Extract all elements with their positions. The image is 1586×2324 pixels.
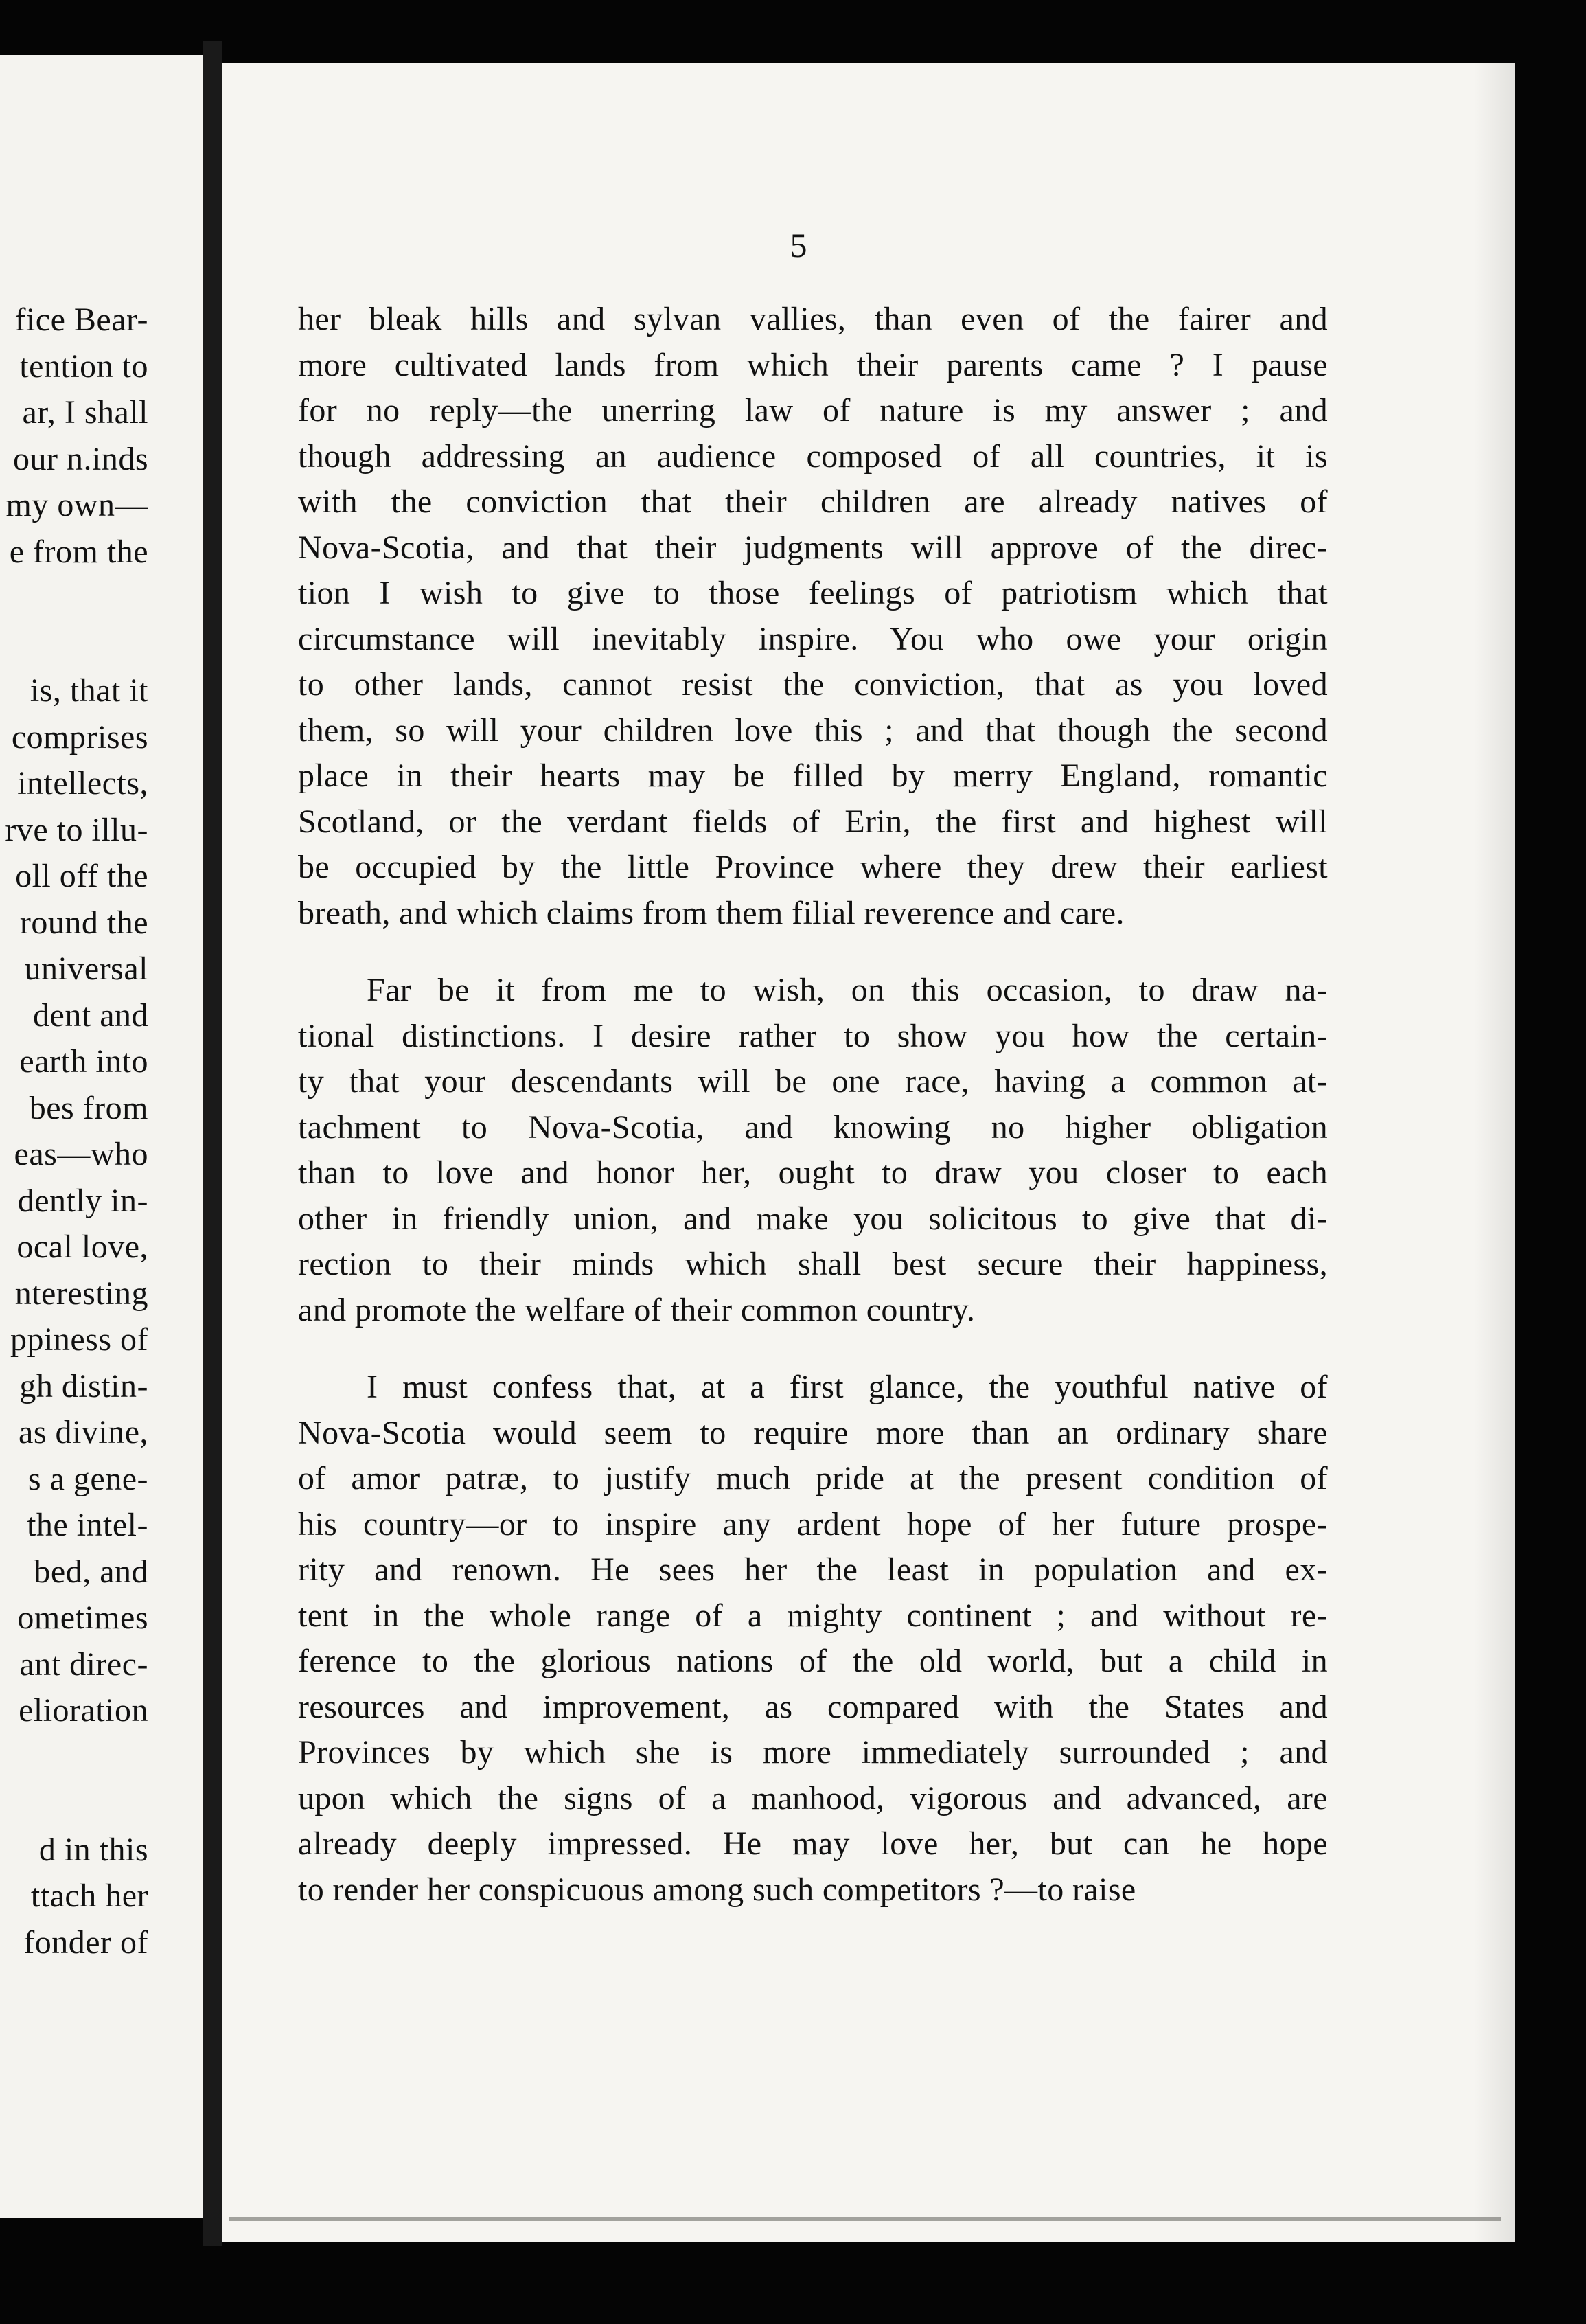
left-page-line: is, that it bbox=[30, 672, 148, 709]
left-page-line bbox=[0, 575, 148, 622]
left-page-line: s a gene- bbox=[27, 1460, 148, 1497]
left-page-line: ar, I shall bbox=[22, 394, 148, 431]
left-page-line: ttach her bbox=[30, 1878, 148, 1914]
text-line: tion I wish to give to those feelings of patriotism which that bbox=[298, 575, 1328, 611]
text-line: upon which the signs of a manhood, vigorous and advanced, are bbox=[298, 1779, 1328, 1816]
text-line: rity and renown. He sees her the least in population and ex- bbox=[298, 1551, 1328, 1588]
left-page-line: comprises bbox=[11, 718, 148, 755]
left-page-line bbox=[0, 1780, 148, 1827]
page-bottom-edge bbox=[229, 2217, 1501, 2221]
left-page-line: gh distin- bbox=[19, 1367, 148, 1404]
text-line: and promote the welfare of their common country. bbox=[298, 1291, 976, 1328]
page-edge-shadow bbox=[1473, 63, 1515, 2242]
paragraph-gap bbox=[298, 1333, 1328, 1365]
book-gutter bbox=[203, 41, 222, 2246]
text-line: Far be it from me to wish, on this occasion, to draw na- bbox=[367, 972, 1328, 1008]
text-line: circumstance will inevitably inspire. You who owe your origin bbox=[298, 620, 1328, 657]
left-page-line: the intel- bbox=[27, 1507, 148, 1543]
left-page-line: tention to bbox=[19, 348, 148, 385]
text-line: for no reply—the unerring law of nature is my answer ; and bbox=[298, 392, 1328, 429]
text-line: tional distinctions. I desire rather to show you how the certain- bbox=[298, 1017, 1328, 1054]
text-line: ference to the glorious nations of the old world, but a child in bbox=[298, 1643, 1328, 1679]
text-line: be occupied by the little Province where they drew their earliest bbox=[298, 849, 1328, 885]
text-line: already deeply impressed. He may love her, but can he hope bbox=[298, 1825, 1328, 1862]
left-page-line: bed, and bbox=[34, 1553, 148, 1590]
left-page-line: d in this bbox=[38, 1831, 148, 1868]
text-line: breath, and which claims from them filial reverence and care. bbox=[298, 894, 1125, 931]
left-page-line: ant direc- bbox=[19, 1645, 148, 1683]
left-page-line: eas—who bbox=[14, 1136, 148, 1172]
left-page-line: dently in- bbox=[17, 1182, 148, 1219]
text-line: other in friendly union, and make you solicitous to give that di- bbox=[298, 1200, 1328, 1237]
left-page-line: universal bbox=[24, 950, 148, 987]
text-line: to render her conspicuous among such competitors ?—to raise bbox=[298, 1871, 1136, 1908]
left-page-line bbox=[0, 1734, 148, 1781]
right-page bbox=[222, 63, 1515, 2242]
paragraph bbox=[298, 297, 1328, 936]
text-line: more cultivated lands from which their parents came ? I pause bbox=[298, 346, 1328, 383]
text-line: ty that your descendants will be one race, having a common at- bbox=[298, 1063, 1328, 1100]
text-line: than to love and honor her, ought to draw you closer to each bbox=[298, 1154, 1328, 1191]
left-page-line: round the bbox=[19, 904, 148, 941]
left-page-line: ppiness of bbox=[10, 1321, 148, 1358]
left-page-line: elioration bbox=[19, 1692, 148, 1729]
text-line: I must confess that, at a first glance, the youthful native of bbox=[367, 1369, 1328, 1405]
text-line: them, so will your children love this ; and that though the second bbox=[298, 711, 1328, 749]
text-line: place in their hearts may be filled by merry England, romantic bbox=[298, 757, 1328, 794]
text-line: her bleak hills and sylvan vallies, than even of the fairer and bbox=[298, 301, 1328, 337]
left-page-line: bes from bbox=[29, 1089, 148, 1126]
text-line: resources and improvement, as compared with the States and bbox=[298, 1688, 1328, 1725]
left-page-line: as divine, bbox=[19, 1414, 148, 1450]
text-line: his country—or to inspire any ardent hope of her future prospe- bbox=[298, 1505, 1328, 1542]
left-page-text bbox=[0, 297, 148, 1966]
left-page-line: oll off the bbox=[15, 858, 148, 894]
left-page-line bbox=[0, 622, 148, 668]
text-line: tent in the whole range of a mighty continent ; and without re- bbox=[298, 1597, 1328, 1634]
text-line: with the conviction that their children are already natives of bbox=[298, 483, 1328, 520]
left-page-line: e from the bbox=[9, 533, 148, 570]
text-line: Scotland, or the verdant fields of Erin, the first and highest will bbox=[298, 803, 1328, 840]
text-line: to other lands, cannot resist the conviction, that as you loved bbox=[298, 666, 1328, 703]
left-page-line: fonder of bbox=[23, 1924, 148, 1961]
text-line: Provinces by which she is more immediately surrounded ; and bbox=[298, 1734, 1328, 1770]
paragraph bbox=[298, 968, 1328, 1333]
left-page-line: our n.inds bbox=[13, 440, 148, 477]
text-line: though addressing an audience composed of all countries, it is bbox=[298, 437, 1328, 475]
left-page-fragment bbox=[0, 55, 206, 2218]
left-page-line: ometimes bbox=[17, 1599, 148, 1636]
text-line: of amor patræ, to justify much pride at the present condition of bbox=[298, 1460, 1328, 1496]
left-page-line: my own— bbox=[5, 487, 148, 523]
text-line: rection to their minds which shall best secure their happiness, bbox=[298, 1246, 1328, 1282]
left-page-line: nteresting bbox=[14, 1275, 148, 1312]
paragraph-gap bbox=[298, 936, 1328, 968]
left-page-line: fice Bear- bbox=[14, 301, 148, 338]
left-page-line: earth into bbox=[19, 1043, 148, 1080]
left-page-line: ocal love, bbox=[16, 1229, 148, 1265]
paragraph bbox=[298, 1365, 1328, 1913]
left-page-line: rve to illu- bbox=[5, 811, 148, 848]
left-page-line: intellects, bbox=[17, 765, 148, 801]
text-line: Nova-Scotia, and that their judgments will approve of the direc- bbox=[298, 529, 1328, 566]
left-page-line: dent and bbox=[33, 996, 148, 1034]
text-line: tachment to Nova-Scotia, and knowing no higher obligation bbox=[298, 1108, 1328, 1146]
text-line: Nova-Scotia would seem to require more than an ordinary share bbox=[298, 1414, 1328, 1451]
body-text bbox=[298, 297, 1328, 1913]
page-number: 5 bbox=[790, 226, 807, 264]
